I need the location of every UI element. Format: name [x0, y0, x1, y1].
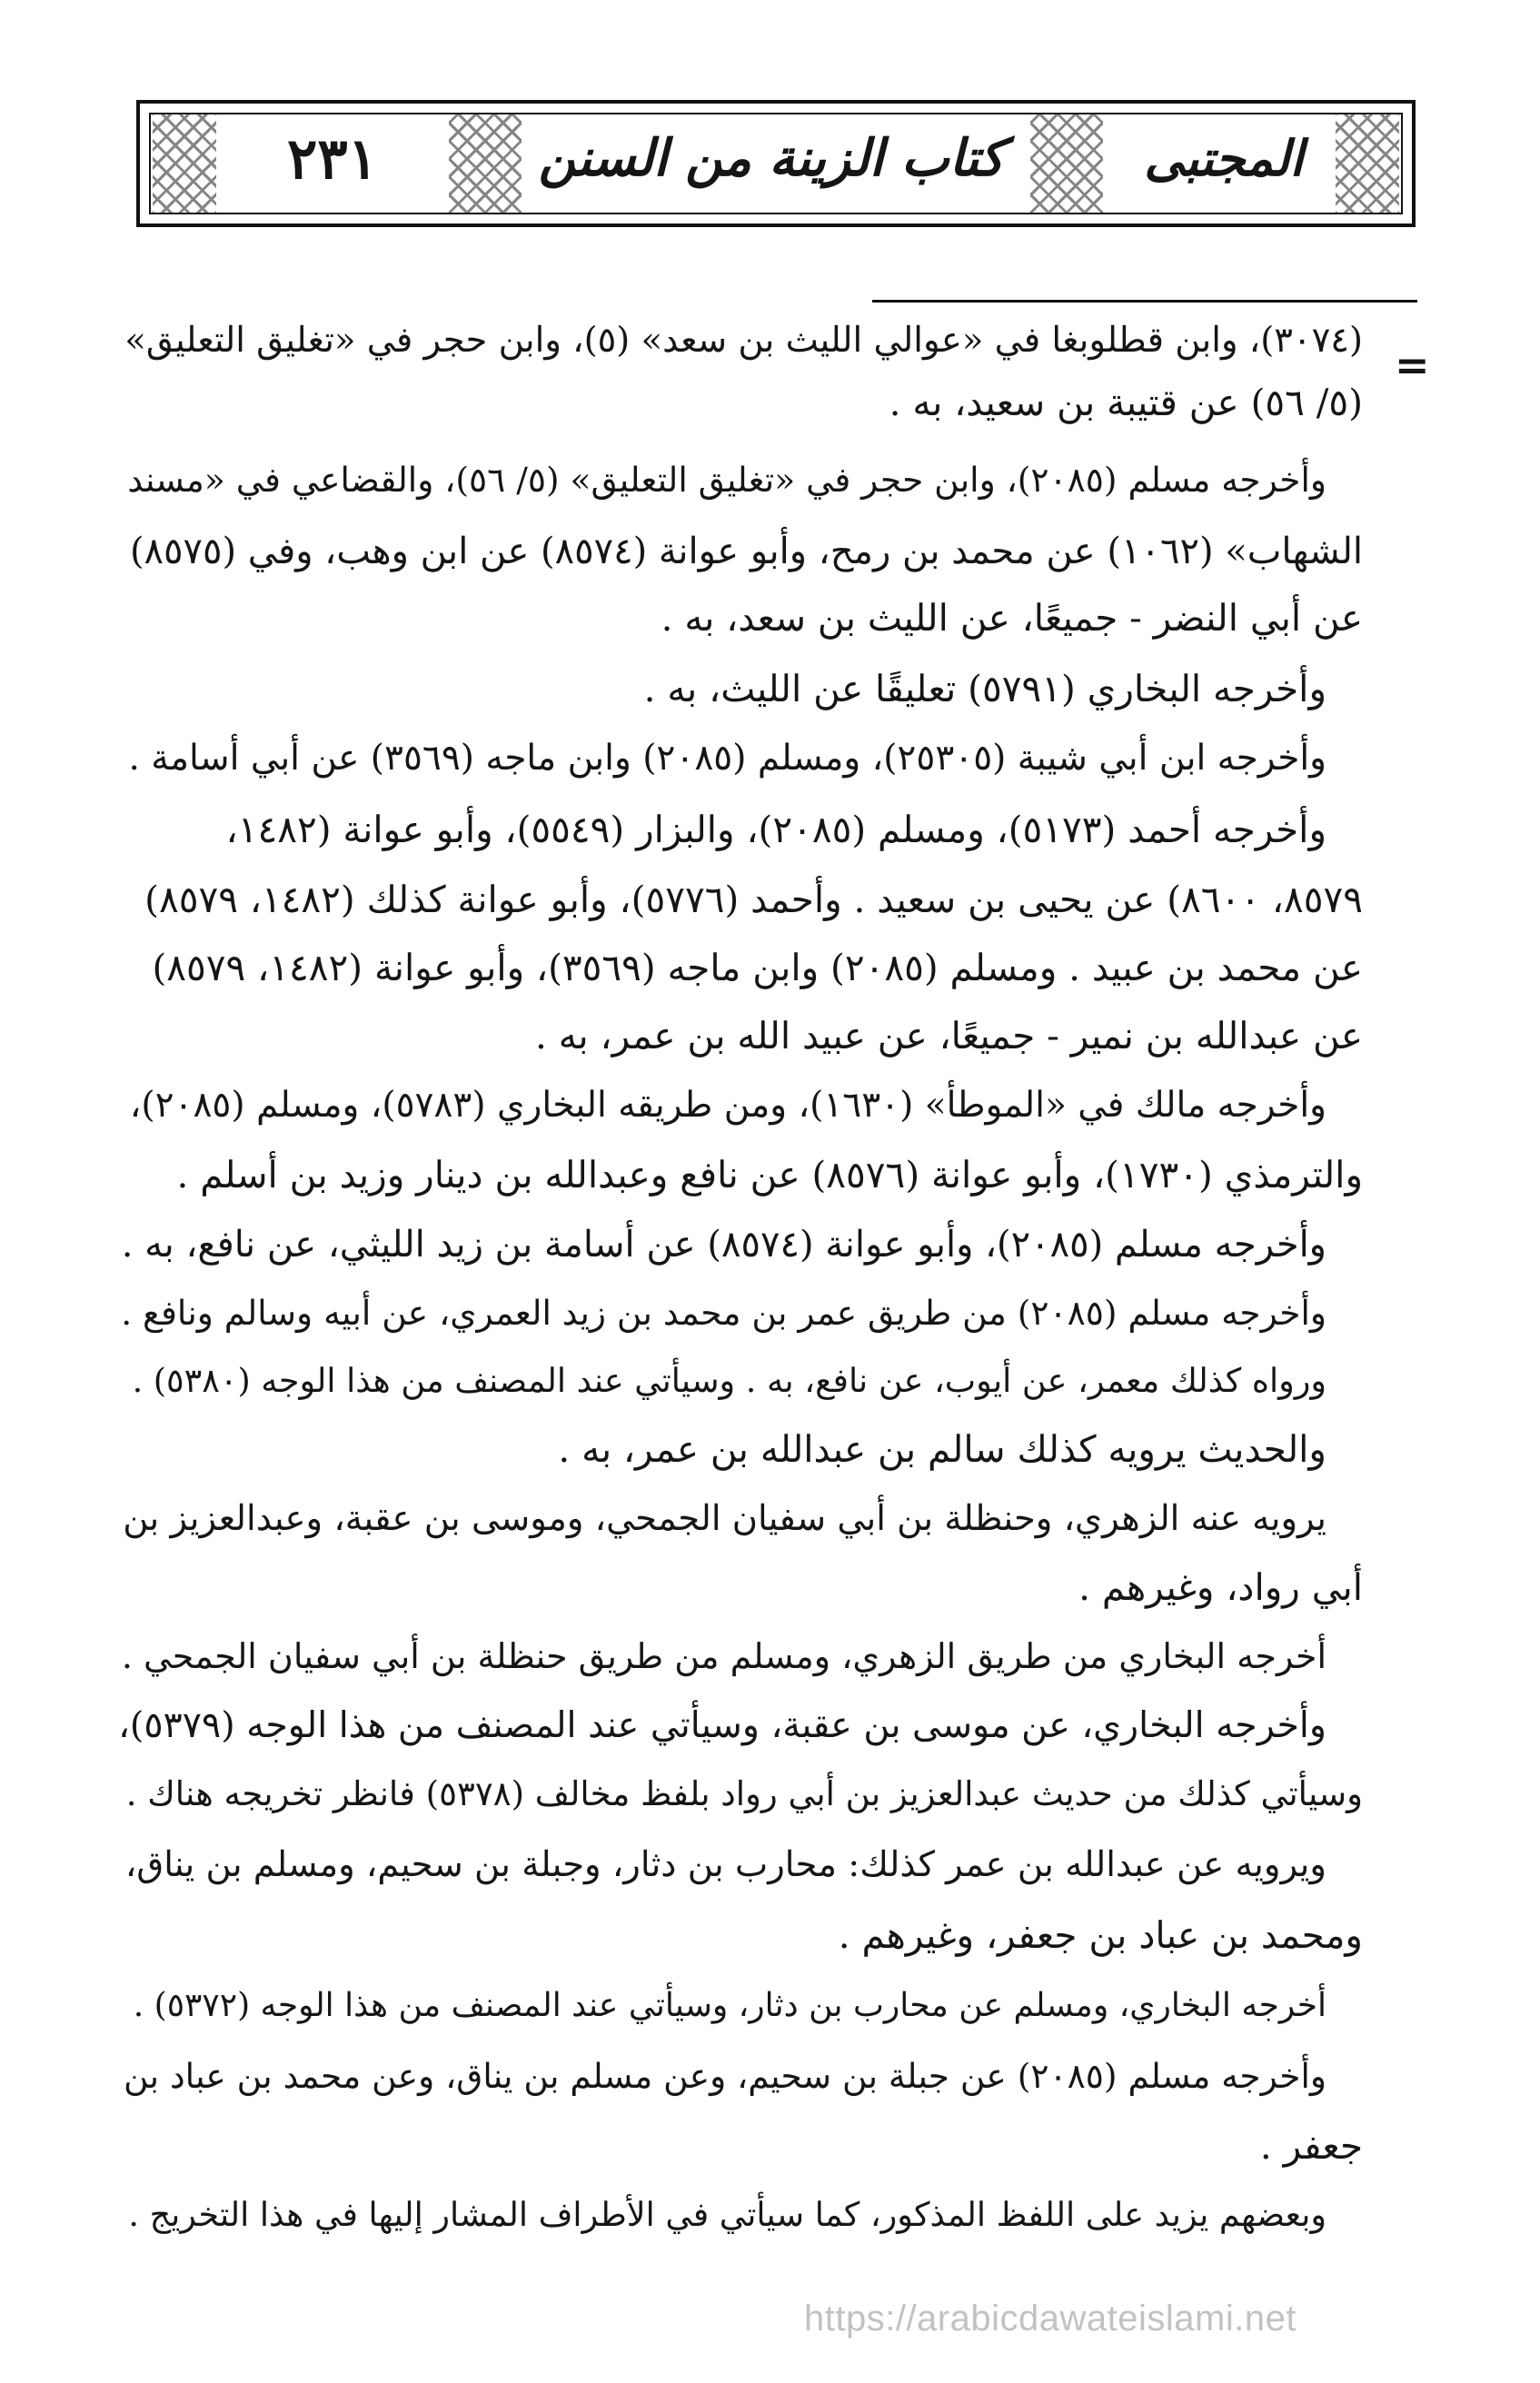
- text-line: وأخرجه مسلم (٢٠٨٥) عن جبلة بن سحيم، وعن مسلم بن يناق، وعن محمد بن عباد بن: [124, 2056, 1326, 2096]
- text-line: وأخرجه مسلم (٢٠٨٥)، وابن حجر في «تغليق التعليق» (٥/ ٥٦)، والقضاعي في «مسند: [127, 460, 1326, 500]
- ornament-left-icon: [153, 113, 216, 214]
- page-number: ٢٣١: [224, 122, 442, 194]
- text-line: والحديث يرويه كذلك سالم بن عبدالله بن عمر، به .: [558, 1427, 1326, 1471]
- text-line: عن عبدالله بن نمير - جميعًا، عن عبيد الله بن عمر، به .: [534, 1014, 1363, 1057]
- text-line: والترمذي (١٧٣٠)، وأبو عوانة (٨٥٧٦) عن نافع وعبدالله بن دينار وزيد بن أسلم .: [176, 1153, 1363, 1196]
- text-line: ٨٥٧٩، ٨٦٠٠) عن يحيى بن سعيد . وأحمد (٥٧٧٦)، وأبو عوانة كذلك (١٤٨٢، ٨٥٧٩): [144, 878, 1363, 921]
- text-line: (٣٠٧٤)، وابن قطلوبغا في «عوالي الليث بن سعد» (٥)، وابن حجر في «تغليق التعليق»: [124, 320, 1363, 361]
- text-line: وأخرجه البخاري، عن موسى بن عقبة، وسيأتي عند المصنف من هذا الوجه (٥٣٧٩)،: [118, 1704, 1326, 1746]
- text-line: أخرجه البخاري من طريق الزهري، ومسلم من طريق حنظلة بن أبي سفيان الجمحي .: [121, 1636, 1326, 1676]
- text-line: وأخرجه ابن أبي شيبة (٢٥٣٠٥)، ومسلم (٢٠٨٥) وابن ماجه (٣٥٦٩) عن أبي أسامة .: [128, 738, 1326, 779]
- text-line: يرويه عنه الزهري، وحنظلة بن أبي سفيان الجمحي، وموسى بن عقبة، وعبدالعزيز بن: [123, 1498, 1326, 1539]
- ornament-center-right-icon: [1030, 113, 1103, 214]
- text-line: ومحمد بن عباد بن جعفر، وغيرهم .: [838, 1913, 1363, 1957]
- text-line: وبعضهم يزيد على اللفظ المذكور، كما سيأتي في الأطراف المشار إليها في هذا التخريج .: [128, 2195, 1326, 2234]
- text-line: الشهاب» (١٠٦٢) عن محمد بن رمح، وأبو عوانة (٨٥٧٤) عن ابن وهب، وفي (٨٥٧٥): [129, 531, 1363, 572]
- text-line: عن محمد بن عبيد . ومسلم (٢٠٨٥) وابن ماجه (٣٥٦٩)، وأبو عوانة (١٤٨٢، ٨٥٧٩): [152, 946, 1363, 989]
- text-line: وسيأتي كذلك من حديث عبدالعزيز بن أبي رواد بلفظ مخالف (٥٣٧٨) فانظر تخريجه هناك .: [125, 1774, 1363, 1813]
- footnote-divider: [872, 300, 1417, 303]
- ornament-center-left-icon: [449, 113, 522, 214]
- book-title: كتاب الزينة من السنن: [531, 116, 1012, 200]
- text-line: وأخرجه مسلم (٢٠٨٥) من طريق عمر بن محمد بن زيد العمري، عن أبيه وسالم ونافع .: [121, 1293, 1326, 1333]
- text-line: أبي رواد، وغيرهم .: [1078, 1565, 1363, 1609]
- watermark-url: https://arabicdawateislami.net: [804, 2299, 1297, 2338]
- text-line: وأخرجه أحمد (٥١٧٣)، ومسلم (٢٠٨٥)، والبزار (٥٥٤٩)، وأبو عوانة (١٤٨٢،: [225, 808, 1326, 851]
- text-line: (٥/ ٥٦) عن قتيبة بن سعيد، به .: [889, 381, 1363, 424]
- text-line: جعفر .: [1259, 2124, 1363, 2168]
- text-line: ويرويه عن عبدالله بن عمر كذلك: محارب بن دثار، وجبلة بن سحيم، ومسلم بن يناق،: [124, 1844, 1326, 1885]
- ornament-right-icon: [1336, 113, 1399, 214]
- text-line: ورواه كذلك معمر، عن أيوب، عن نافع، به . وسيأتي عند المصنف من هذا الوجه (٥٣٨٠) .: [132, 1361, 1326, 1400]
- text-line: عن أبي النضر - جميعًا، عن الليث بن سعد، به .: [661, 596, 1363, 640]
- text-line: أخرجه البخاري، ومسلم عن محارب بن دثار، وسيأتي عند المصنف من هذا الوجه (٥٣٧٢) .: [133, 1987, 1326, 2024]
- continuation-mark: =: [1395, 341, 1430, 390]
- text-line: وأخرجه مالك في «الموطأ» (١٦٣٠)، ومن طريقه البخاري (٥٧٨٣)، ومسلم (٢٠٨٥)،: [129, 1085, 1326, 1126]
- page-header: [136, 100, 1416, 227]
- text-line: وأخرجه البخاري (٥٧٩١) تعليقًا عن الليث، به .: [643, 667, 1326, 710]
- text-line: وأخرجه مسلم (٢٠٨٥)، وأبو عوانة (٨٥٧٤) عن أسامة بن زيد الليثي، عن نافع، به .: [121, 1224, 1326, 1266]
- book-logo: المجتبى: [1119, 122, 1328, 194]
